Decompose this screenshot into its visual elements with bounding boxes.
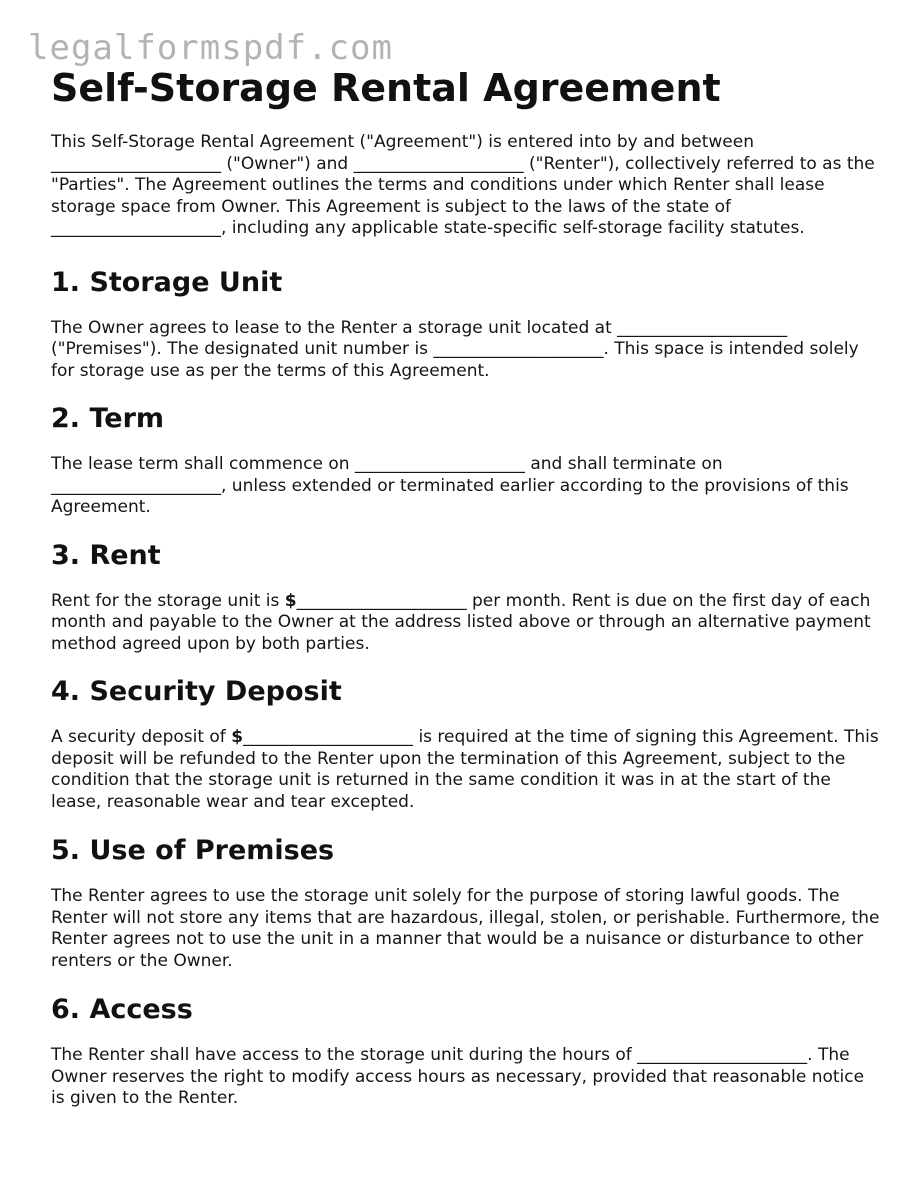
- intro-text-2: ("Owner") and: [221, 153, 354, 174]
- unit-number-blank[interactable]: ____________________: [433, 339, 604, 359]
- rent-amount-blank[interactable]: ____________________: [296, 590, 467, 611]
- deposit-text-1: A security deposit of: [51, 727, 232, 747]
- section-paragraph-term: [51, 454, 881, 519]
- deposit-text-2: is required at the time of signing this Agreement. This deposit will be refunded to the Renter upon the termination of this Agreement, subject to the condition that the storage unit is returned in the same condition it was in at the start of the lease, reasonable wear and tear excepted.: [51, 727, 879, 812]
- renter-name-blank[interactable]: ____________________: [353, 153, 524, 174]
- section-paragraph-storage-unit: [51, 318, 881, 383]
- section-paragraph-access: [51, 1045, 881, 1110]
- state-blank[interactable]: ____________________: [51, 218, 221, 238]
- section-paragraph-use-of-premises: The Renter agrees to use the storage unit solely for the purpose of storing lawful goods. The Renter will not store any items that are hazardous, illegal, stolen, or perishable. Furthermore, the Renter agrees not to use the unit in a manner that would be a nuisance or disturbance to other renters or the Owner.: [51, 886, 880, 971]
- storage-unit-text-3: . This space is intended solely for storage use as per the terms of this Agreement.: [51, 339, 859, 381]
- section-heading-security-deposit: 4. Security Deposit: [51, 676, 342, 707]
- access-text-1: The Renter shall have access to the storage unit during the hours of: [51, 1045, 638, 1065]
- end-date-blank[interactable]: ____________________: [51, 475, 221, 496]
- document-body: [51, 60, 881, 1110]
- section-heading-rent: 3. Rent: [51, 539, 161, 571]
- rent-text-2: per month. Rent is due on the first day of each month and payable to the Owner at the address listed above or through an alternative payment method agreed upon by both parties.: [51, 590, 871, 654]
- section-paragraph-security-deposit: [51, 727, 881, 813]
- intro-text-1: This Self-Storage Rental Agreement ("Agreement") is entered into by and between: [51, 132, 754, 152]
- premises-location-blank[interactable]: ____________________: [617, 317, 788, 338]
- section-heading-access: 6. Access: [51, 994, 193, 1025]
- owner-name-blank[interactable]: ____________________: [51, 153, 221, 174]
- section-heading-storage-unit: 1. Storage Unit: [51, 266, 283, 298]
- storage-unit-text-1: The Owner agrees to lease to the Renter a storage unit located at: [51, 317, 618, 338]
- section-heading-term: 2. Term: [51, 403, 165, 434]
- section-paragraph-rent: [51, 591, 881, 656]
- section-heading-use-of-premises: 5. Use of Premises: [51, 835, 335, 866]
- term-text-2: and shall terminate on: [524, 454, 723, 474]
- intro-paragraph: [51, 132, 881, 240]
- rent-currency-symbol: $: [284, 590, 297, 611]
- term-text-3: , unless extended or terminated earlier according to the provisions of this Agreement.: [51, 475, 849, 517]
- deposit-amount-blank[interactable]: ____________________: [243, 727, 414, 747]
- term-text-1: The lease term shall commence on: [51, 454, 355, 474]
- intro-text-3: ("Renter"), collectively referred to as the "Parties". The Agreement outlines the terms and conditions under which Renter shall lease storage space from Owner. This Agreement is subject to the laws of the state of: [51, 153, 875, 217]
- access-text-2: . The Owner reserves the right to modify access hours as necessary, provided that reasonable notice is given to the Renter.: [51, 1045, 865, 1108]
- rent-text-1: Rent for the storage unit is: [51, 590, 285, 611]
- access-hours-blank[interactable]: ____________________: [637, 1045, 808, 1065]
- start-date-blank[interactable]: ____________________: [354, 454, 525, 474]
- document-title: Self-Storage Rental Agreement: [51, 66, 721, 110]
- watermark: legalformspdf.com: [28, 28, 393, 68]
- storage-unit-text-2: ("Premises"). The designated unit number is: [51, 339, 434, 359]
- deposit-currency-symbol: $: [231, 727, 244, 747]
- intro-text-4: , including any applicable state-specific self-storage facility statutes.: [221, 218, 805, 238]
